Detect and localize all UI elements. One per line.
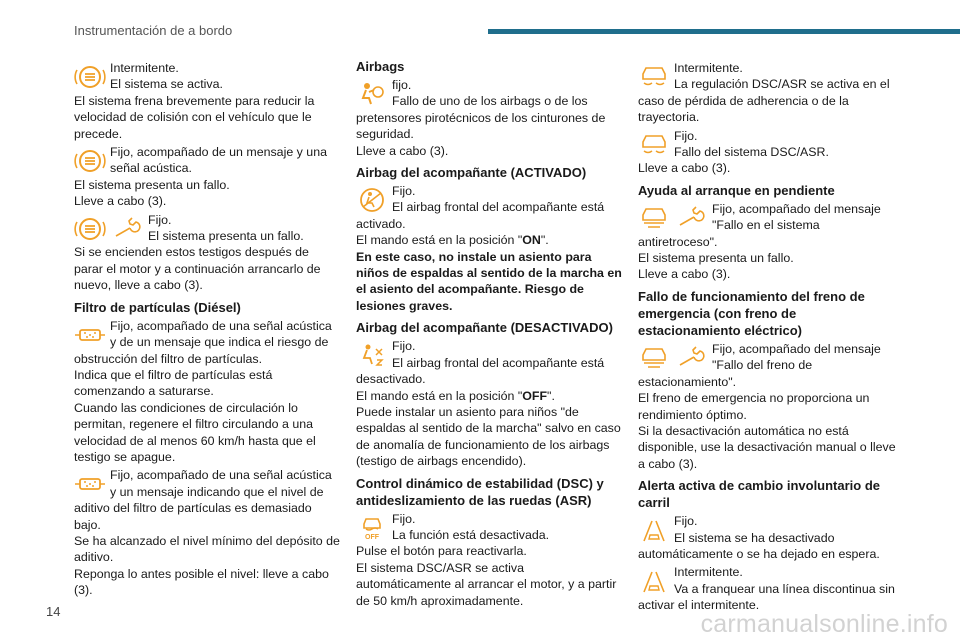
desc-text: Si la desactivación automática no está disponible, use la desactivación manual o lleve a cabo (3). <box>638 423 896 471</box>
section-heading-dsc-asr: Control dinámico de estabilidad (DSC) y antideslizamiento de las ruedas (ASR) <box>356 475 604 508</box>
desc-text: Fijo, acompañado de una señal acústica y un mensaje indicando que el nivel de aditivo del filtro de partículas es demasiado bajo. <box>74 468 332 532</box>
desc-text: Fijo. <box>674 514 698 529</box>
dsc-icon <box>638 132 670 158</box>
service-wrench-icon <box>112 216 144 242</box>
status-flashing: Intermitente. <box>110 61 179 75</box>
desc-text: El sistema se activa. <box>110 77 223 92</box>
airbag-icon <box>356 81 388 107</box>
particle-filter-entry-2 <box>74 467 340 598</box>
brake-fault-icon <box>638 345 670 371</box>
section-heading-airbags: Airbags <box>356 59 405 74</box>
collision-alert-icon <box>74 64 106 90</box>
emergency-brake-entry <box>638 341 900 472</box>
hill-start-icon <box>638 205 670 231</box>
desc-text: El sistema presenta un fallo. <box>638 251 794 266</box>
hill-start-entry <box>638 201 900 283</box>
passenger-airbag-off-icon <box>356 342 388 368</box>
dsc-fault-entry <box>638 128 900 177</box>
section-heading-lane-departure: Alerta activa de cambio involuntario de carril <box>638 478 881 511</box>
desc-text: Va a franquear una línea discontinua sin activar el intermitente. <box>638 581 895 613</box>
switch-position-off: El mando está en la posición "OFF". <box>356 388 555 403</box>
desc-text: Fallo de uno de los airbags o de los pretensores pirotécnicos de los cinturones de seguridad. <box>356 94 606 142</box>
lane-departure-icon <box>638 568 670 594</box>
column-2 <box>356 58 622 609</box>
dsc-icon <box>638 64 670 90</box>
desc-text: Reponga lo antes posible el nivel: lleve a cabo (3). <box>74 566 329 598</box>
section-heading-airbag-on: Airbag del acompañante (ACTIVADO) <box>356 165 587 181</box>
desc-text: El sistema presenta un fallo. <box>148 229 304 244</box>
collision-warning-fault-entry <box>74 144 340 210</box>
desc-text: Si se encienden estos testigos después de parar el motor y a continuación arrancarlo de nuevo, lleve a cabo (3). <box>74 245 321 293</box>
desc-text: Pulse el botón para reactivarla. <box>356 544 527 559</box>
collision-alert-icon <box>74 216 106 242</box>
desc-text: Fijo. <box>148 212 172 227</box>
collision-warning-restart-entry <box>74 212 340 294</box>
desc-text: Cuando las condiciones de circulación lo permitan, regenere el filtro circulando a una velocidad de al menos 60 km/h hasta que el testigo se apague. <box>74 400 316 464</box>
desc-text: Se ha alcanzado el nivel mínimo del depósito de aditivo. <box>74 533 340 565</box>
airbag-on-entry <box>356 183 622 314</box>
switch-position-on: El mando está en la posición "ON". <box>356 233 549 248</box>
watermark-text: carmanualsonline.info <box>700 610 948 638</box>
desc-text: El airbag frontal del acompañante está desactivado. <box>356 355 605 387</box>
collision-alert-icon <box>74 148 106 174</box>
particle-filter-entry-1 <box>74 318 340 466</box>
desc-text: Lleve a cabo (3). <box>74 194 167 209</box>
desc-text: Fijo. <box>392 511 416 526</box>
collision-warning-flashing-entry <box>74 60 340 142</box>
section-heading-emergency-brake: Fallo de funcionamiento del freno de emergencia (con freno de estacionamiento eléctrico) <box>638 288 865 338</box>
section-heading-hill-start: Ayuda al arranque en pendiente <box>638 182 835 198</box>
passenger-airbag-on-icon <box>356 187 388 213</box>
desc-text: Fijo. <box>674 128 698 143</box>
desc-text: El airbag frontal del acompañante está activado. <box>356 200 605 231</box>
dsc-flashing-entry <box>638 60 900 126</box>
desc-text: El sistema se ha desactivado automáticamente o se ha dejado en espera. <box>638 530 880 561</box>
lane-departure-icon <box>638 517 670 543</box>
particle-filter-icon <box>74 322 106 348</box>
desc-text: El freno de emergencia no proporciona un rendimiento óptimo. <box>638 391 870 422</box>
warning-text: En este caso, no instale un asiento para niños de espaldas al sentido de la marcha en el asiento del acompañante. Riesgo de lesiones graves. <box>356 249 622 313</box>
page-header-title: Instrumentación de a bordo <box>74 23 233 38</box>
desc-text: Fijo, acompañado del mensaje "Fallo del freno de estacionamiento". <box>638 341 881 389</box>
desc-text: Lleve a cabo (3). <box>638 267 731 282</box>
desc-text: Fijo, acompañado de una señal acústica y de un mensaje que indica el riesgo de obstrucción del filtro de partículas. <box>74 318 332 366</box>
dsc-off-icon-label: OFF <box>365 533 379 541</box>
desc-text: Fijo, acompañado de un mensaje y una señal acústica. <box>110 145 327 176</box>
desc-text: fijo. <box>392 78 412 92</box>
column-1 <box>74 58 340 599</box>
desc-text: Lleve a cabo (3). <box>356 143 449 158</box>
desc-text: Lleve a cabo (3). <box>638 161 731 176</box>
desc-text: Indica que el filtro de partículas está comenzando a saturarse. <box>74 367 273 399</box>
airbag-off-entry <box>356 338 622 469</box>
section-heading-airbag-off: Airbag del acompañante (DESACTIVADO) <box>356 320 613 336</box>
desc-text: Fallo del sistema DSC/ASR. <box>674 145 829 160</box>
airbags-entry <box>356 77 622 159</box>
service-wrench-icon <box>676 205 708 231</box>
desc-text: Fijo. <box>392 339 416 354</box>
page-number: 14 <box>46 604 61 619</box>
dsc-off-icon <box>356 515 388 541</box>
desc-text: Intermitente. <box>674 61 743 75</box>
particle-filter-icon <box>74 471 106 497</box>
dsc-off-entry <box>356 511 622 609</box>
lane-departure-flashing-entry <box>638 564 900 613</box>
desc-text: Fijo. <box>392 184 416 199</box>
desc-text: La regulación DSC/ASR se activa en el caso de pérdida de adherencia o de la trayectoria. <box>638 77 890 125</box>
column-3 <box>638 58 900 614</box>
desc-text: La función está desactivada. <box>392 527 550 542</box>
desc-text: El sistema frena brevemente para reducir la velocidad de colisión con el vehículo que le precede. <box>74 93 315 141</box>
lane-departure-fixed-entry <box>638 513 900 562</box>
header-accent-bar <box>488 29 960 34</box>
section-heading-particle-filter: Filtro de partículas (Diésel) <box>74 299 241 315</box>
desc-text: El sistema presenta un fallo. <box>74 177 230 192</box>
desc-text: Intermitente. <box>674 565 743 580</box>
desc-text: Puede instalar un asiento para niños "de espaldas al sentido de la marcha" salvo en caso de anomalía de funcionamiento de los airbags (testigo de airbags encendido). <box>356 404 621 469</box>
service-wrench-icon <box>676 345 708 371</box>
desc-text: El sistema DSC/ASR se activa automáticamente al arrancar el motor, y a partir de 50 km/h aproximadamente. <box>356 560 617 608</box>
desc-text: Fijo, acompañado del mensaje "Fallo en el sistema antiretroceso". <box>638 201 881 249</box>
